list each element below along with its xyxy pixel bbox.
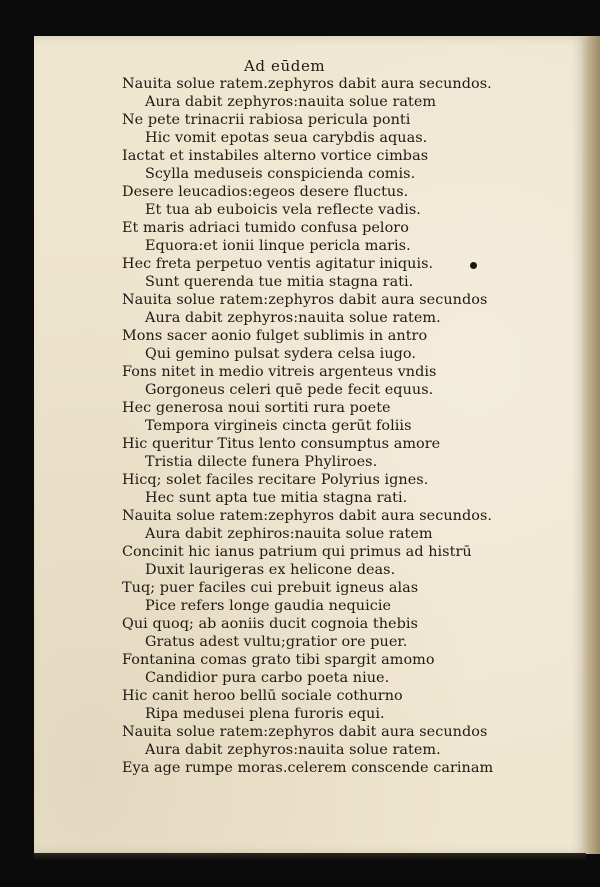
verse-line: Ripa medusei plena furoris equi. — [145, 706, 385, 722]
verse-line: Equora:et ionii linque pericla maris. — [145, 238, 411, 254]
verse-line: Aura dabit zephiros:nauita solue ratem — [145, 526, 433, 542]
verse-line: Hec sunt apta tue mitia stagna rati. — [145, 490, 408, 506]
verse-line: Qui quoq; ab aoniis ducit cognoia thebis — [122, 616, 418, 632]
verse-line: Concinit hic ianus patrium qui primus ad histrū — [122, 544, 472, 560]
page-heading: Ad eūdem — [244, 57, 326, 75]
verse-line: Tristia dilecte funera Phyliroes. — [145, 454, 378, 470]
verse-line: Iactat et instabiles alterno vortice cimbas — [122, 148, 429, 164]
verse-line: Pice refers longe gaudia nequicie — [145, 598, 392, 614]
verse-line: Candidior pura carbo poeta niue. — [145, 670, 390, 686]
verse-line: Duxit laurigeras ex helicone deas. — [145, 562, 396, 578]
verse-line: Mons sacer aonio fulget sublimis in antro — [122, 328, 428, 344]
verse-line: Hic vomit epotas seua carybdis aquas. — [145, 130, 428, 146]
verse-line: Et tua ab euboicis vela reflecte vadis. — [145, 202, 421, 218]
verse-line: Desere leucadios:egeos desere fluctus. — [122, 184, 409, 200]
verse-line: Aura dabit zephyros:nauita solue ratem. — [145, 742, 441, 758]
verse-line: Hic queritur Titus lento consumptus amore — [122, 436, 441, 452]
verse-line: Nauita solue ratem:zephyros dabit aura secundos. — [122, 508, 493, 524]
verse-line: Gorgoneus celeri quē pede fecit equus. — [145, 382, 434, 398]
verse-line: Nauita solue ratem:zephyros dabit aura secundos — [122, 724, 488, 740]
verse-line: Scylla meduseis conspicienda comis. — [145, 166, 416, 182]
verse-line: Tuq; puer faciles cui prebuit igneus alas — [122, 580, 419, 596]
verse-line: Aura dabit zephyros:nauita solue ratem. — [145, 310, 441, 326]
verse-line: Hec generosa noui sortiti rura poete — [122, 400, 391, 416]
verse-line: Gratus adest vultu;gratior ore puer. — [145, 634, 408, 650]
verse-line: Et maris adriaci tumido confusa peloro — [122, 220, 409, 236]
verse-line: Hic canit heroo bellū sociale cothurno — [122, 688, 403, 704]
verse-line: Ne pete trinacrii rabiosa pericula ponti — [122, 112, 411, 128]
verse-line: Fontanina comas grato tibi spargit amomo — [122, 652, 435, 668]
verse-line: Sunt querenda tue mitia stagna rati. — [145, 274, 414, 290]
verse-line: Hec freta perpetuo ventis agitatur iniquis. — [122, 256, 434, 272]
verse-line: Nauita solue ratem.zephyros dabit aura secundos. — [122, 76, 492, 92]
verse-line: Aura dabit zephyros:nauita solue ratem — [145, 94, 437, 110]
verse-line: Eya age rumpe moras.celerem conscende carinam — [122, 760, 494, 776]
verse-line: Nauita solue ratem:zephyros dabit aura secundos — [122, 292, 488, 308]
verse-line: Tempora virgineis cincta gerūt foliis — [145, 418, 412, 434]
verse-line: Fons nitet in medio vitreis argenteus vndis — [122, 364, 437, 380]
verse-line: Qui gemino pulsat sydera celsa iugo. — [145, 346, 416, 362]
verse-line: Hicq; solet faciles recitare Polyrius ignes. — [122, 472, 429, 488]
